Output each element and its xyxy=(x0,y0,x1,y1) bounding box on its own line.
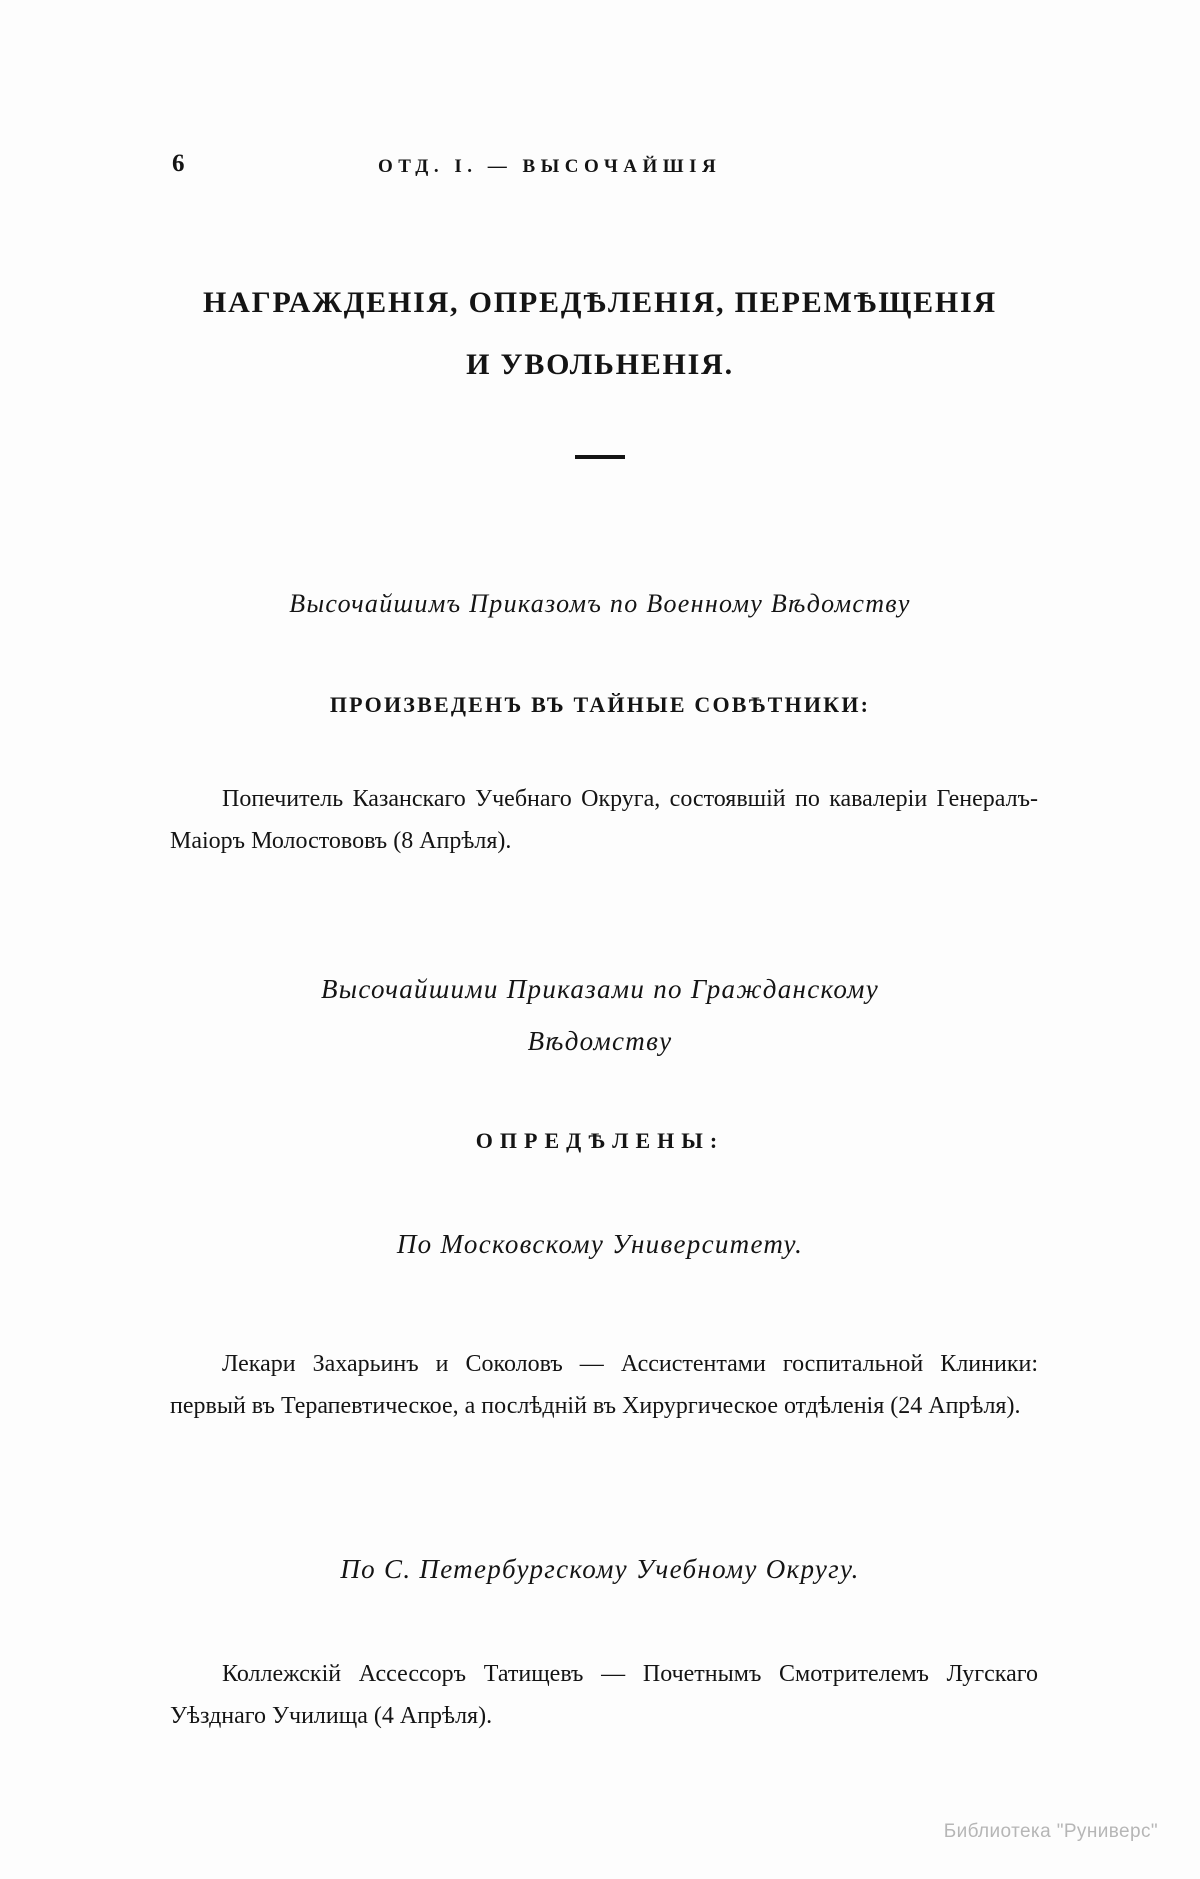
page-title-line-2: И УВОЛЬНЕНІЯ. xyxy=(466,348,734,381)
subsection-1-paragraph: Лекари Захарьинъ и Соколовъ — Ассистентами госпитальной Клиники: первый въ Терапевтическое, а послѣдній въ Хирургическое отдѣленія (24 Апрѣля). xyxy=(170,1351,1038,1419)
section-2-subhead: ОПРЕДѢЛЕНЫ: xyxy=(475,1128,725,1153)
running-head xyxy=(0,150,1200,190)
section-1-display-line: Высочайшимъ Приказомъ по Военному Вѣдомству xyxy=(289,589,911,618)
section-1-subhead: ПРОИЗВЕДЕНЪ ВЪ ТАЙНЫЕ СОВѢТНИКИ: xyxy=(329,692,871,717)
section-2-display-line-2: Вѣдомству xyxy=(527,1026,673,1056)
section-2-display-line-1: Высочайшими Приказами по Гражданскому xyxy=(320,974,879,1004)
subsection-2-heading: По С. Петербургскому Учебному Округу. xyxy=(340,1554,860,1584)
section-2-display-line xyxy=(0,963,1200,1067)
page-title-line-1: НАГРАЖДЕНІЯ, ОПРЕДѢЛЕНІЯ, ПЕРЕМѢЩЕНІЯ xyxy=(203,286,997,319)
subsection-1-heading: По Московскому Университету. xyxy=(396,1229,804,1259)
page-number: 6 xyxy=(172,150,185,177)
page-title xyxy=(0,272,1200,396)
subsection-2-paragraph: Коллежскій Ассессоръ Татищевъ — Почетнымъ Смотрителемъ Лугскаго Уѣзднаго Училища (4 Апрѣля). xyxy=(170,1661,1038,1729)
section-divider xyxy=(575,455,625,459)
section-1-paragraph: Попечитель Казанскаго Учебнаго Округа, состоявшій по кавалеріи Генералъ-Маіоръ Молостововъ (8 Апрѣля). xyxy=(170,786,1038,854)
running-head-title: ОТД. I. — ВЫСОЧАЙШІЯ xyxy=(378,156,722,177)
library-watermark: Библиотека "Руниверс" xyxy=(943,1821,1158,1842)
